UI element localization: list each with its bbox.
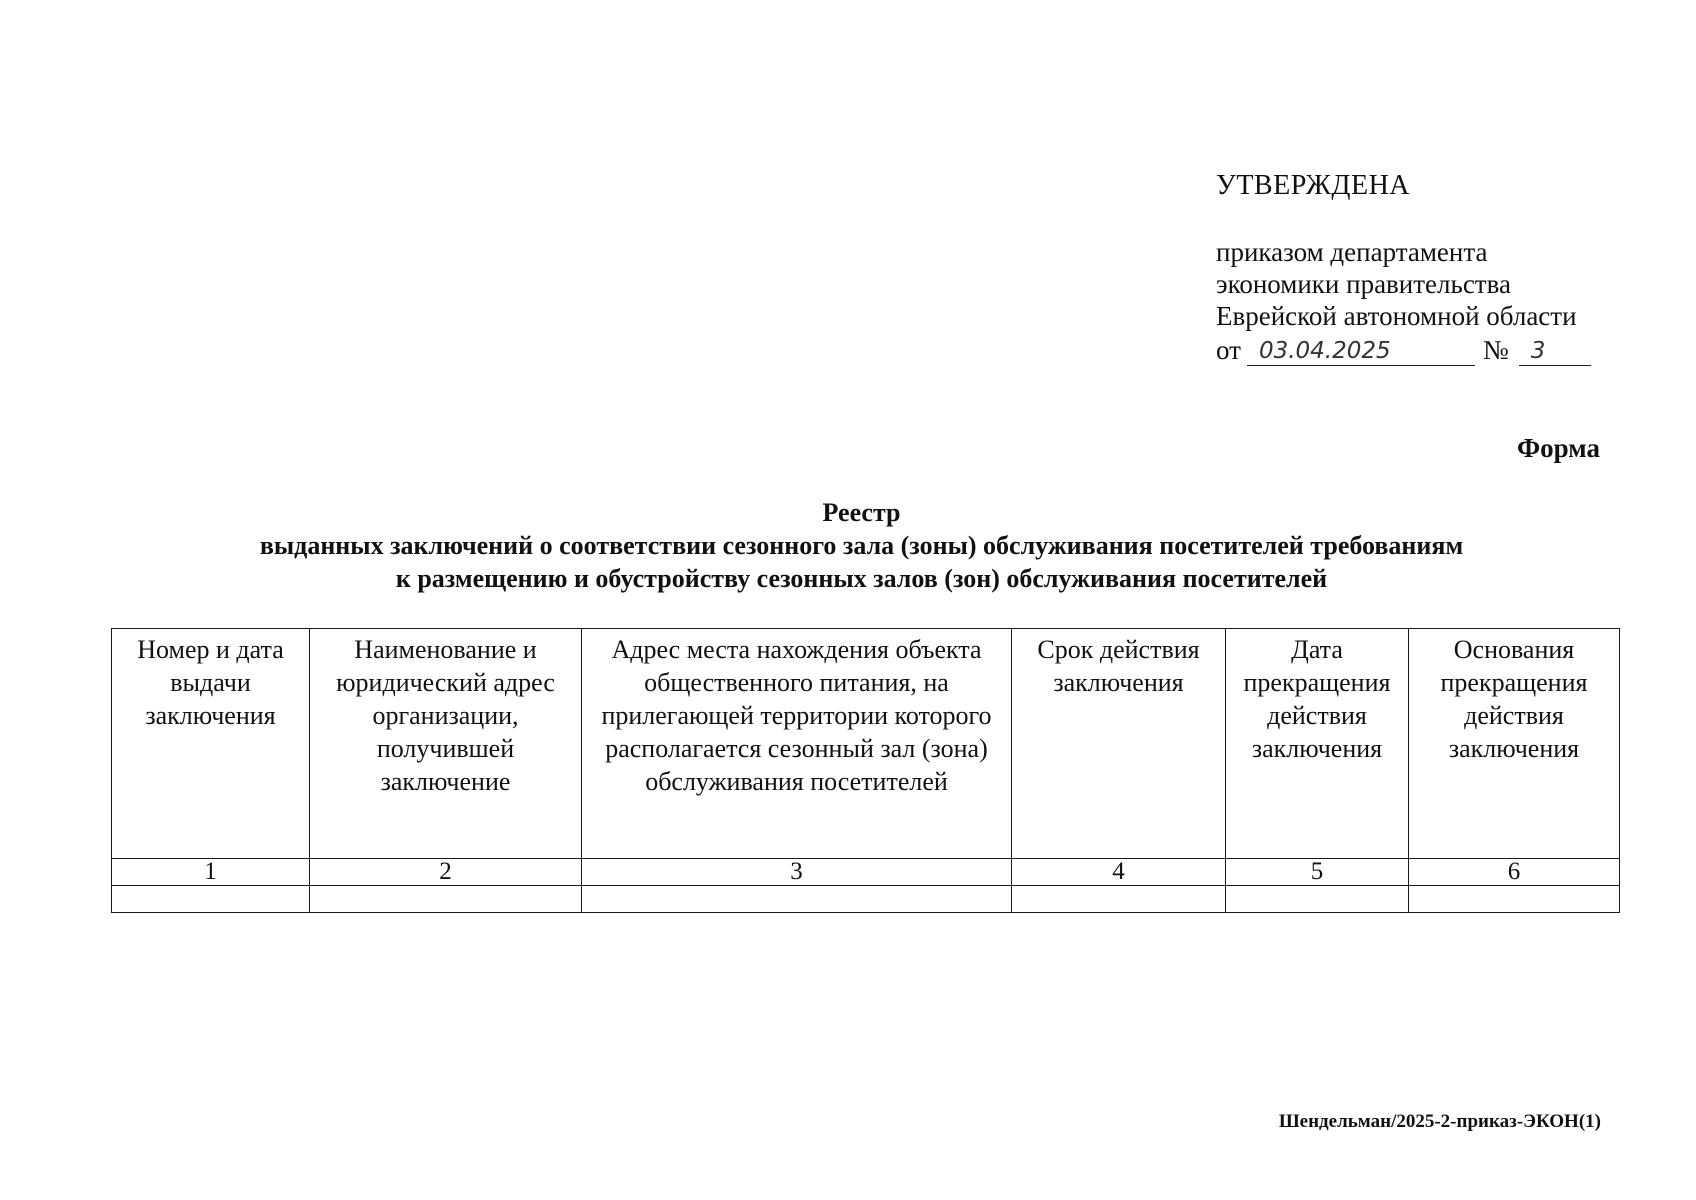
empty-cell-4 <box>1012 886 1226 913</box>
footer-reference: Шендельман/2025-2-приказ-ЭКОН(1) <box>1278 1111 1601 1132</box>
column-number-1: 1 <box>112 859 310 886</box>
column-header-2: Наименование и юридический адрес организации, получившей заключение <box>310 629 582 859</box>
heading-line-1: выданных заключений о соответствии сезонного зала (зоны) обслуживания посетителей требованиям <box>259 531 1464 560</box>
date-prefix: от <box>1216 335 1241 365</box>
column-number-3: 3 <box>582 859 1012 886</box>
approval-line-1: приказом департамента <box>1216 237 1488 267</box>
empty-cell-5 <box>1226 886 1409 913</box>
column-number-5: 5 <box>1226 859 1409 886</box>
approval-line-2: экономики правительства <box>1216 269 1511 299</box>
column-header-5: Дата прекращения действия заключения <box>1226 629 1409 859</box>
table-row-empty <box>112 886 1620 913</box>
number-label: № <box>1482 335 1509 365</box>
column-number-4: 4 <box>1012 859 1226 886</box>
column-number-row <box>112 859 1620 886</box>
column-number-6: 6 <box>1409 859 1620 886</box>
empty-cell-3 <box>582 886 1012 913</box>
empty-cell-2 <box>310 886 582 913</box>
approval-stamp <box>1216 170 1636 366</box>
form-label: Форма <box>1516 433 1600 463</box>
registry-table <box>111 628 1620 913</box>
heading-title: Реестр <box>822 498 901 527</box>
approval-line-3: Еврейской автономной области <box>1216 301 1577 331</box>
handwritten-number: 3 <box>1519 338 1591 366</box>
table-header-row <box>112 629 1620 859</box>
column-number-2: 2 <box>310 859 582 886</box>
column-header-6: Основания прекращения действия заключения <box>1409 629 1620 859</box>
approval-title: УТВЕРЖДЕНА <box>1216 170 1411 201</box>
empty-cell-1 <box>112 886 310 913</box>
column-header-1: Номер и дата выдачи заключения <box>112 629 310 859</box>
empty-cell-6 <box>1409 886 1620 913</box>
heading-line-2: к размещению и обустройству сезонных залов (зон) обслуживания посетителей <box>395 564 1328 593</box>
approval-date-line <box>1216 334 1636 366</box>
column-header-4: Срок действия заключения <box>1012 629 1226 859</box>
handwritten-date: 03.04.2025 <box>1247 338 1475 366</box>
column-header-3: Адрес места нахождения объекта общественного питания, на прилегающей территории которого располагается сезонный зал (зона) обслуживания посетителей <box>582 629 1012 859</box>
document-heading <box>0 496 1696 595</box>
